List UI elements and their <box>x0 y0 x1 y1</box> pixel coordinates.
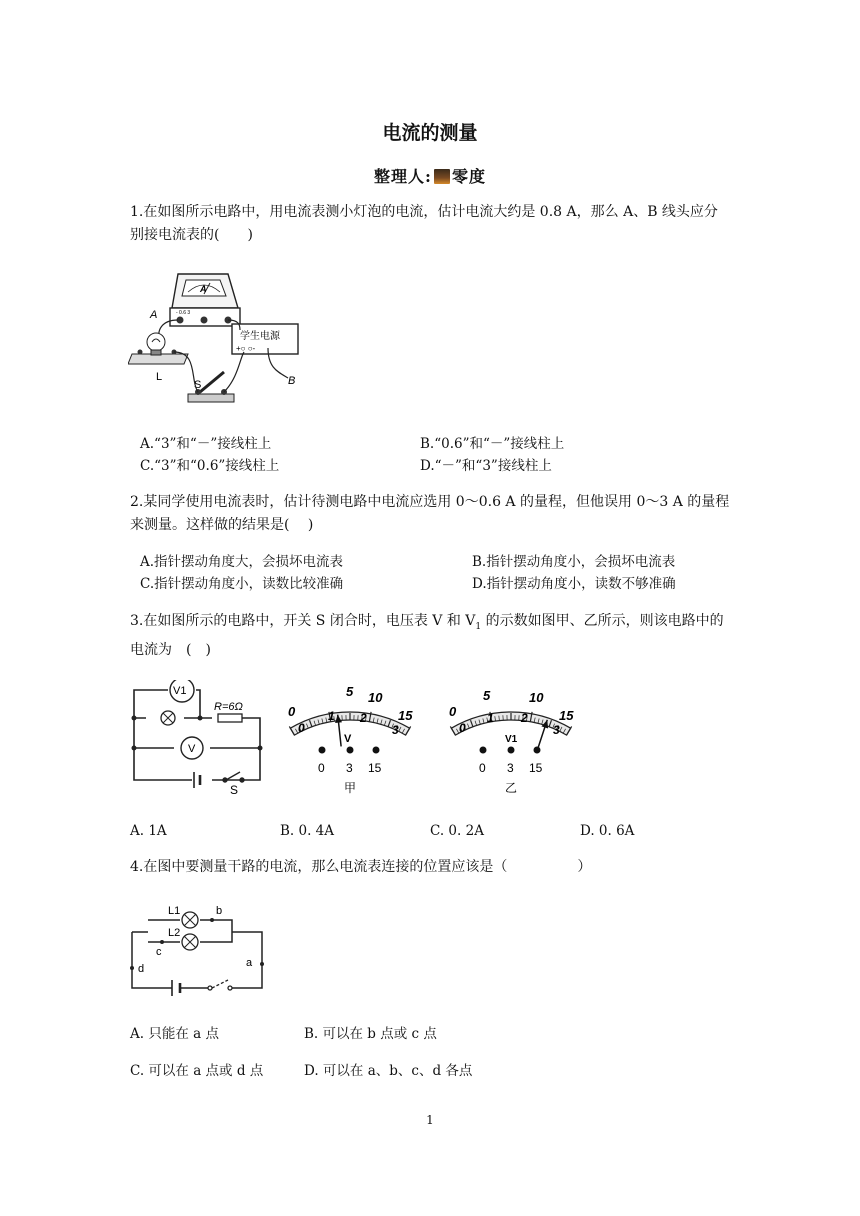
q3-text-part2: 的示数如图甲、乙所示，则该电路中的电流为 ( ) <box>130 613 724 658</box>
author-name: 零度 <box>451 167 486 186</box>
switch-label: S <box>230 783 239 797</box>
q1-option-d: D.“－”和“3”接线柱上 <box>420 458 552 474</box>
page-number: 1 <box>426 1113 434 1127</box>
tick-big-0: 0 <box>449 704 457 719</box>
tick-small-2: 2 <box>521 711 528 725</box>
q4-circuit-figure <box>128 900 268 1002</box>
terminal-3: 3 <box>507 761 514 775</box>
q4-option-d: D. 可以在 a、b、c、d 各点 <box>304 1063 473 1079</box>
voltmeter-yi-figure <box>441 680 581 800</box>
question-1-text: 1.在如图所示电路中，用电流表测小灯泡的电流，估计电流大约是 0.8 A，那么 A、B 线头应分别接电流表的( ) <box>130 204 718 243</box>
point-a-label: a <box>246 957 253 969</box>
switch-label: S <box>194 379 202 391</box>
supply-terminals: +○ ○- <box>236 344 256 353</box>
tick-big-5: 5 <box>346 684 354 699</box>
tick-small-3: 3 <box>392 723 399 737</box>
resistor-icon <box>218 714 242 722</box>
q3-text-part1: 3.在如图所示的电路中，开关 S 闭合时，电压表 V 和 V <box>130 613 476 629</box>
resistor-label: R=6Ω <box>214 701 243 713</box>
tick-big-10: 10 <box>368 690 383 705</box>
q1-option-b: B.“0.6”和“－”接线柱上 <box>420 436 565 452</box>
tick-small-3: 3 <box>553 723 560 737</box>
lamp-label: L <box>156 371 163 383</box>
q1-option-c: C.“3”和“0.6”接线柱上 <box>140 458 280 474</box>
voltmeter-v-icon <box>181 737 203 759</box>
lamp-icon <box>161 711 175 725</box>
page-title: 电流的测量 <box>382 122 478 144</box>
lamp-icon <box>128 333 188 364</box>
supply-label: 学生电源 <box>240 331 280 342</box>
q3-option-a: A. 1A <box>130 823 167 839</box>
question-4-text: 4.在图中要测量干路的电流，那么电流表连接的位置应该是（ ） <box>130 859 592 875</box>
q1-option-a: A.“3”和“－”接线柱上 <box>140 436 272 452</box>
tick-small-1: 1 <box>487 711 494 725</box>
tick-small-0: 0 <box>459 721 466 735</box>
q2-option-d: D.指针摆动角度小，读数不够准确 <box>472 576 676 592</box>
terminal-0: 0 <box>479 761 486 775</box>
ammeter-icon <box>170 274 240 326</box>
ammeter-scale: - 0.6 3 <box>176 310 191 316</box>
terminal-3: 3 <box>346 761 353 775</box>
ammeter-label: A <box>200 284 207 294</box>
caption-jia: 甲 <box>344 781 357 795</box>
power-supply-icon <box>232 324 298 354</box>
battery-icon <box>172 980 180 996</box>
q4-option-a: A. 只能在 a 点 <box>130 1026 219 1042</box>
tick-big-15: 15 <box>398 708 413 723</box>
tick-big-15: 15 <box>559 708 574 723</box>
q3-text-subscript: 1 <box>475 621 482 632</box>
q3-option-d: D. 0. 6A <box>580 823 635 839</box>
terminal-15: 15 <box>368 761 382 775</box>
question-3-text <box>130 610 730 662</box>
q4-option-b: B. 可以在 b 点或 c 点 <box>304 1026 437 1042</box>
caption-yi: 乙 <box>505 781 518 795</box>
meter-jia-label: V <box>344 733 352 745</box>
tick-small-1: 1 <box>328 709 335 723</box>
q3-option-c: C. 0. 2A <box>430 823 484 839</box>
question-2-text: 2.某同学使用电流表时，估计待测电路中电流应选用 0～0.6 A 的量程，但他误用 0～3 A 的量程来测量。这样做的结果是( ) <box>130 494 730 533</box>
tick-small-2: 2 <box>360 711 367 725</box>
l2-label: L2 <box>168 927 181 939</box>
tick-big-10: 10 <box>529 690 544 705</box>
sunset-icon <box>434 169 450 184</box>
wire-b-label: B <box>288 375 296 387</box>
meter-yi-label: V1 <box>505 734 518 745</box>
v1-label: V1 <box>173 685 187 697</box>
battery-icon <box>194 772 200 788</box>
q4-option-c: C. 可以在 a 点或 d 点 <box>130 1063 264 1079</box>
lamp-l1-icon <box>182 912 198 928</box>
q2-option-a: A.指针摆动角度大，会损坏电流表 <box>140 554 344 570</box>
terminal-0: 0 <box>318 761 325 775</box>
v-label: V <box>188 743 196 755</box>
point-d-label: d <box>138 963 145 975</box>
wire-a-label: A <box>150 309 158 321</box>
lamp-l2-icon <box>182 934 198 950</box>
voltmeter-v1-icon <box>170 680 194 702</box>
author-prefix: 整理人: <box>374 167 432 186</box>
q3-circuit-figure <box>128 680 268 798</box>
tick-big-0: 0 <box>288 704 296 719</box>
q2-option-b: B.指针摆动角度小，会损坏电流表 <box>472 554 676 570</box>
voltmeter-jia-figure <box>280 680 420 800</box>
tick-big-5: 5 <box>483 688 491 703</box>
author-line <box>0 164 860 187</box>
switch-icon <box>208 980 232 990</box>
q1-circuit-figure <box>128 268 318 410</box>
point-c-label: c <box>156 946 162 958</box>
point-b-label: b <box>216 905 223 917</box>
q2-option-c: C.指针摆动角度小，读数比较准确 <box>140 576 344 592</box>
q3-option-b: B. 0. 4A <box>280 823 335 839</box>
tick-small-0: 0 <box>298 721 305 735</box>
terminal-15: 15 <box>529 761 543 775</box>
l1-label: L1 <box>168 905 181 917</box>
